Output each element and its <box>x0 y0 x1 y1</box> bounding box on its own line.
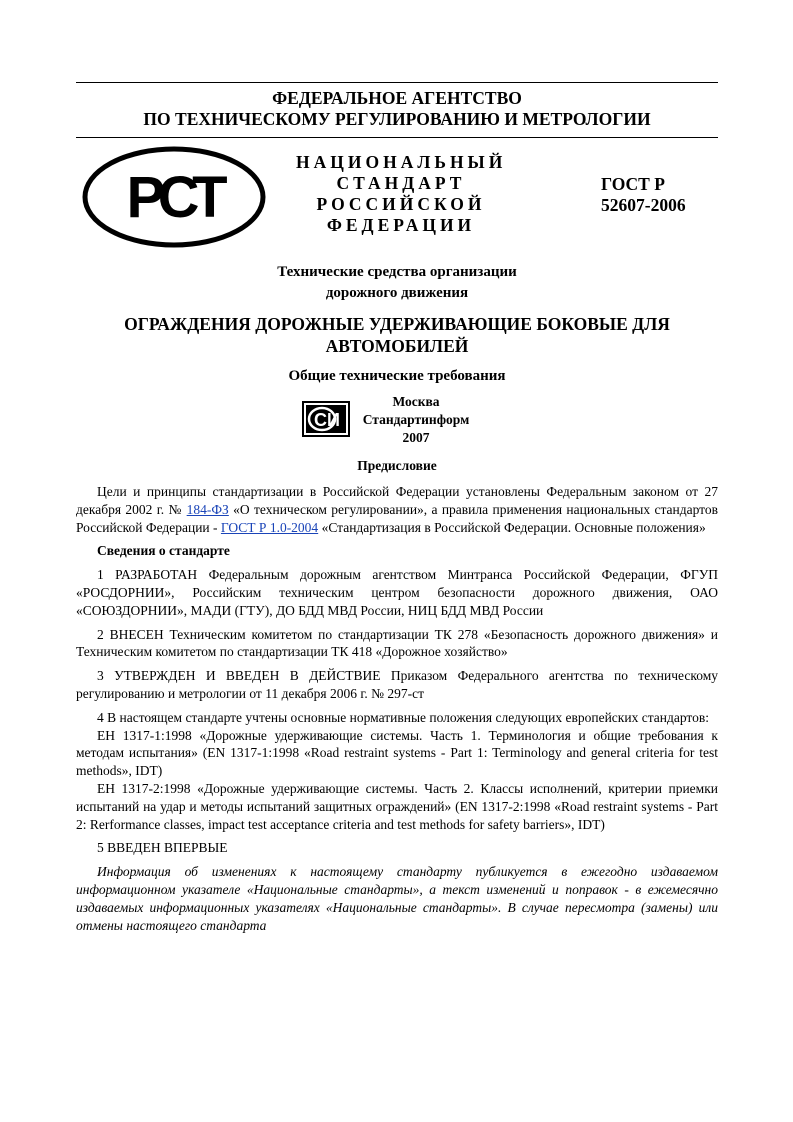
preface-text-b: «О техническом регулировании», а правила применения национальных стандартов Российской Федерации - <box>76 501 719 535</box>
national-line-1: НАЦИОНАЛЬНЫЙ <box>296 152 507 172</box>
rst-logo-text: РСТ <box>126 165 222 230</box>
info-item-4-en2: ЕН 1317-2:1998 «Дорожные удерживающие системы. Часть 2. Классы исполнений, критерии приемки испытаний на удар и методы испытаний защитных ограждений» (EN 1317-2:1998 «Road restraint systems - Part 2: Rerformance classes, impact test acceptance criteria and test methods for safety barriers», IDT) <box>76 780 718 832</box>
subtitle-line-1: Технические средства организации <box>277 264 517 280</box>
publisher-block <box>356 393 476 447</box>
gost-number <box>601 174 686 216</box>
standartinform-logo-icon <box>302 401 350 437</box>
preface-heading: Предисловие <box>357 458 437 473</box>
rst-logo-icon <box>82 146 266 248</box>
gost-line-2: 52607-2006 <box>601 195 686 215</box>
title-line-2: АВТОМОБИЛЕЙ <box>325 336 469 356</box>
info-item-4-en1: ЕН 1317-1:1998 «Дорожные удерживающие системы. Часть 1. Терминология и общие требования к методам испытания» (EN 1317-1:1998 «Road restraint systems - Part 1: Terminology and general criteria for test methods», IDT) <box>76 727 718 779</box>
law-184-fz-link[interactable]: 184-ФЗ <box>186 501 229 517</box>
top-rule <box>76 82 718 83</box>
national-line-3: РОССИЙСКОЙ <box>316 194 486 214</box>
agency-name <box>76 88 718 130</box>
publisher-name: Стандартинформ <box>362 412 470 427</box>
national-standard-label <box>296 152 506 236</box>
standard-info-heading: Сведения о стандарте <box>97 543 230 559</box>
gost-r-1-0-2004-link[interactable]: ГОСТ Р 1.0-2004 <box>220 519 319 535</box>
agency-line-1: ФЕДЕРАЛЬНОЕ АГЕНТСТВО <box>272 88 522 108</box>
document-subtitle <box>76 262 718 304</box>
standartinform-logo-text: СИ <box>314 410 340 430</box>
national-line-2: СТАНДАРТ <box>336 173 466 193</box>
changes-notice: Информация об изменениях к настоящему стандарту публикуется в ежегодно издаваемом информационном указателе «Национальные стандарты», а текст изменений и поправок - в ежемесячно издаваемых информационных указателях «Национальные стандарты». В случае пересмотра (замены) или отмены настоящего стандарта <box>76 864 718 933</box>
preface-body <box>76 483 718 940</box>
subtitle-line-2: дорожного движения <box>325 285 469 301</box>
document-title <box>76 313 718 357</box>
info-item-2: 2 ВНЕСЕН Техническим комитетом по стандартизации ТК 278 «Безопасность дорожного движения» и Техническим комитетом по стандартизации ТК 418 «Дорожное хозяйство» <box>76 626 718 660</box>
info-item-1: 1 РАЗРАБОТАН Федеральным дорожным агентством Минтранса Российской Федерации, ФГУП «РОСДОРНИИ», Российским техническим центром безопасности дорожного движения, ОАО «СОЮЗДОРНИИ», МАДИ (ГТУ), ДО БДД МВД России, НИЦ БДД МВД России <box>76 567 718 618</box>
requirements-title: Общие технические требования <box>288 368 506 384</box>
national-line-4: ФЕДЕРАЦИИ <box>326 215 476 235</box>
title-line-1: ОГРАЖДЕНИЯ ДОРОЖНЫЕ УДЕРЖИВАЮЩИЕ БОКОВЫЕ ДЛЯ <box>124 314 670 334</box>
preface-text-c: «Стандартизация в Российской Федерации. Основные положения» <box>318 519 706 535</box>
info-item-5: 5 ВВЕДЕН ВПЕРВЫЕ <box>97 840 228 856</box>
preface-text-a: Цели и принципы стандартизации в Российской Федерации установлены Федеральным законом от 27 декабря 2002 г. № <box>76 484 718 517</box>
info-item-3: 3 УТВЕРЖДЕН И ВВЕДЕН В ДЕЙСТВИЕ Приказом Федерального агентства по техническому регулированию и метрологии от 11 декабря 2006 г. № 297-ст <box>76 668 718 701</box>
middle-rule <box>76 137 718 138</box>
agency-line-2: ПО ТЕХНИЧЕСКОМУ РЕГУЛИРОВАНИЮ И МЕТРОЛОГИИ <box>143 109 651 129</box>
publisher-year: 2007 <box>402 430 430 445</box>
gost-line-1: ГОСТ Р <box>601 174 665 194</box>
info-item-4: 4 В настоящем стандарте учтены основные нормативные положения следующих европейских стандартов: <box>97 709 710 725</box>
preface-paragraph <box>76 483 718 536</box>
publisher-city: Москва <box>392 394 440 409</box>
